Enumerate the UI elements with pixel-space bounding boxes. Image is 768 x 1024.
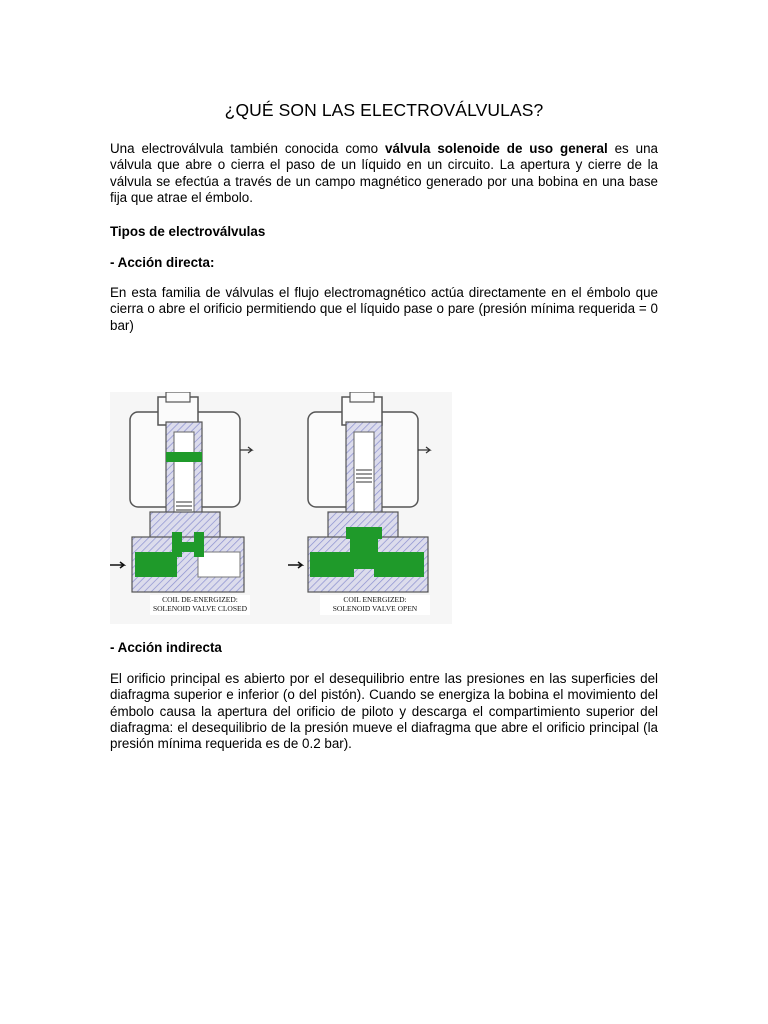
intro-text-end: es una válvula que abre o cierra el paso de un líquido en un circuito. La apertura y cierre de la válvula se efectúa a través de un campo magnético generado por una bobina en una base fija que atrae el émbolo. xyxy=(110,141,658,205)
left-caption-line-1: COIL DE-ENERGIZED: xyxy=(162,595,238,604)
solenoid-valve-figure xyxy=(110,392,452,624)
intro-bold-term: válvula solenoide de uso general xyxy=(385,141,608,156)
indirect-action-paragraph: El orificio principal es abierto por el desequilibrio entre las presiones en las superficies del diafragma superior e inferior (o del pistón). Cuando se energiza la bobina el movimiento del émbolo causa la apertura del orificio de piloto y descarga el compartimiento superior del diafragma: el desequilibrio de la presión mueve el diafragma que abre el orificio principal (la presión mínima requerida es de 0.2 bar). xyxy=(110,671,658,752)
page-title: ¿QUÉ SON LAS ELECTROVÁLVULAS? xyxy=(224,100,544,120)
indirect-section xyxy=(110,640,658,752)
right-caption-line-2: SOLENOID VALVE OPEN xyxy=(332,604,418,613)
intro-paragraph xyxy=(110,141,658,206)
valve-diagram xyxy=(110,392,452,624)
direct-action-paragraph: En esta familia de válvulas el flujo electromagnético actúa directamente en el émbolo que cierra o abre el orificio permitiendo que el líquido pase o pare (presión mínima requerida = 0 bar) xyxy=(110,285,658,333)
indirect-action-heading: - Acción indirecta xyxy=(110,640,222,655)
right-caption-line-1: COIL ENERGIZED: xyxy=(343,595,407,604)
direct-action-heading: - Acción directa: xyxy=(110,255,215,271)
left-caption-line-2: SOLENOID VALVE CLOSED xyxy=(152,604,248,613)
intro-text-start: Una electroválvula también conocida como xyxy=(110,141,386,156)
valve-open-drawing xyxy=(288,392,430,615)
document-page xyxy=(110,100,658,334)
types-heading: Tipos de electroválvulas xyxy=(110,224,266,240)
